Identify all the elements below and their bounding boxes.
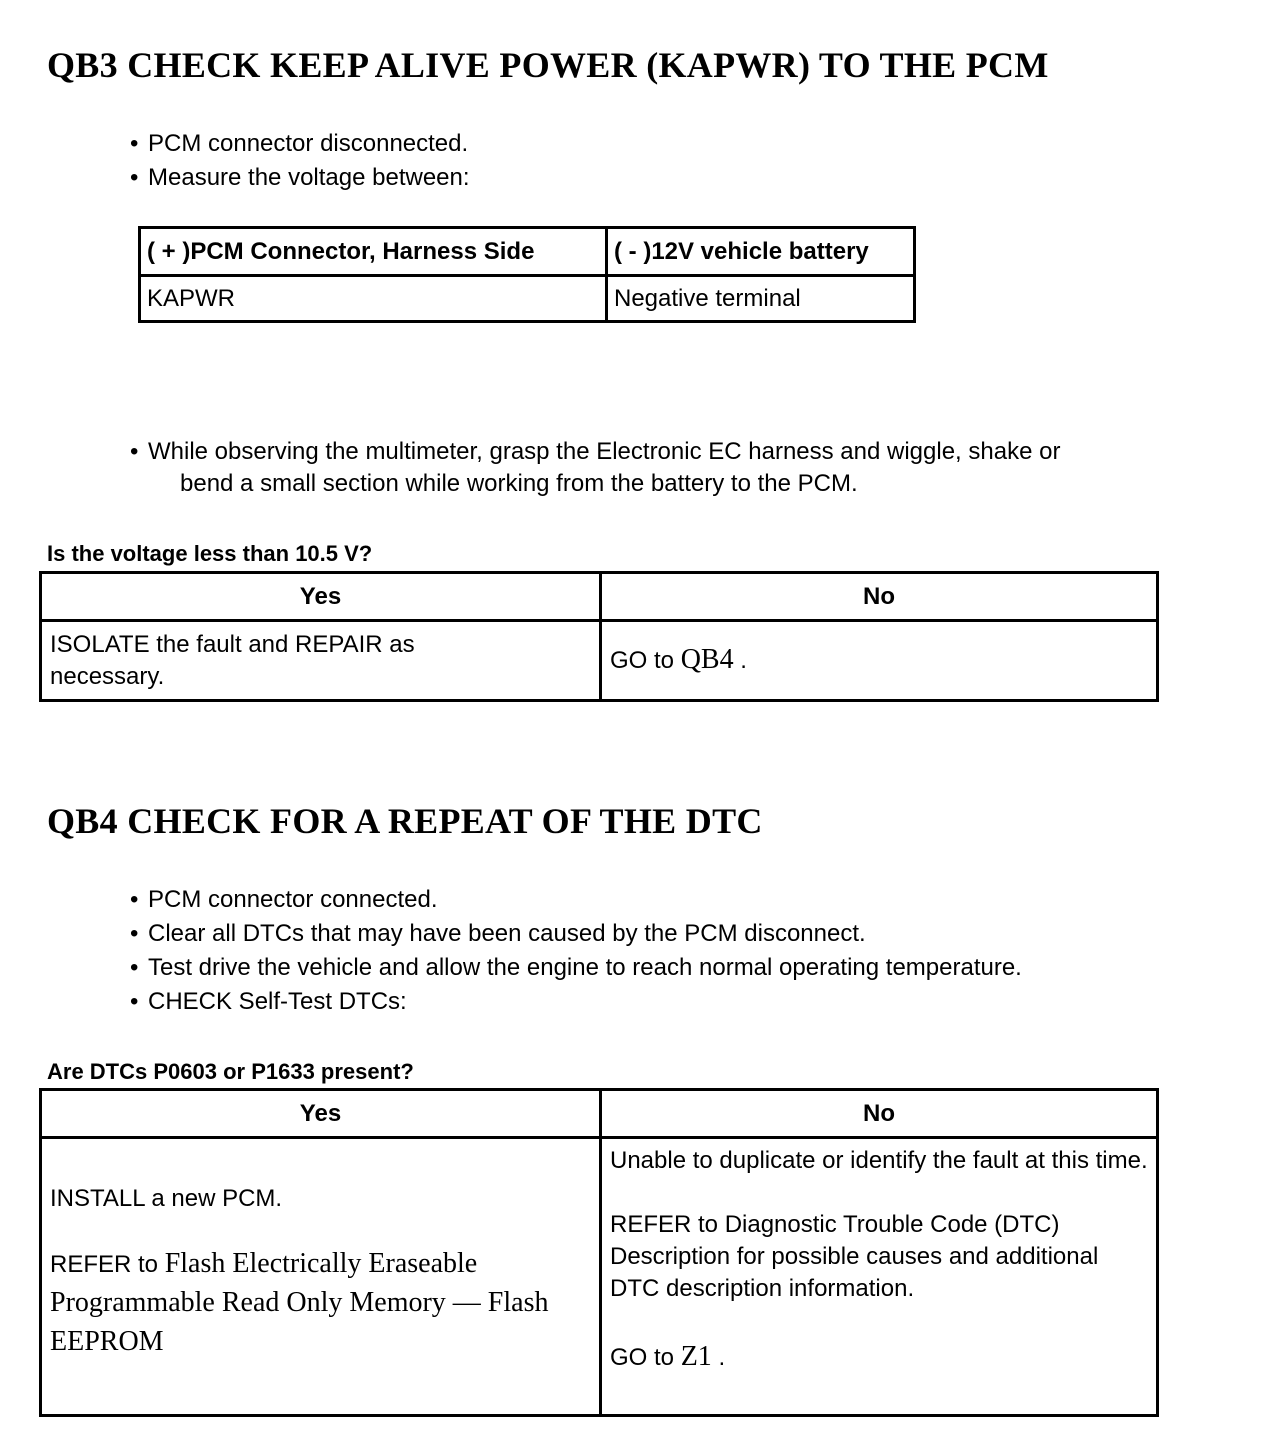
list-item	[130, 436, 1060, 500]
qb4-bullet-list	[130, 883, 1022, 1019]
qb3-bullet-list	[130, 127, 470, 195]
goto-qb4-link[interactable]: QB4	[680, 644, 734, 675]
cell-negative-terminal: Negative terminal	[607, 276, 915, 322]
table-row	[41, 1138, 1158, 1416]
table-row	[41, 621, 1158, 701]
qb3-yes-cell: ISOLATE the fault and REPAIR as necessary.	[41, 621, 601, 701]
list-item: • PCM connector disconnected.	[130, 127, 470, 161]
goto-z1-text: GO to Z1 .	[610, 1341, 726, 1372]
list-item: • Test drive the vehicle and allow the engine to reach normal operating temperature.	[130, 951, 1022, 985]
install-pcm-text: INSTALL a new PCM.	[50, 1185, 283, 1212]
yes-header: Yes	[41, 1090, 601, 1138]
refer-flash-text: REFER to Flash Electrically Eraseable Programmable Read Only Memory — Flash EEPROM	[50, 1248, 549, 1357]
wiggle-line-2: bend a small section while working from the battery to the PCM.	[180, 470, 858, 497]
table-header-row	[140, 228, 915, 276]
qb4-answer-table	[39, 1088, 1159, 1417]
no-header: No	[601, 1090, 1158, 1138]
refer-dtc-text: REFER to Diagnostic Trouble Code (DTC) Description for possible causes and additional DTC description information.	[610, 1211, 1099, 1302]
list-item: • CHECK Self-Test DTCs:	[130, 985, 1022, 1019]
goto-z1-link[interactable]: Z1	[680, 1341, 712, 1372]
qb3-no-cell: GO to QB4 .	[601, 621, 1158, 701]
header-positive: ( + )PCM Connector, Harness Side	[140, 228, 607, 276]
qb3-wiggle-bullet	[130, 436, 1060, 500]
qb4-question: Are DTCs P0603 or P1633 present?	[47, 1059, 414, 1084]
wiggle-line-1: While observing the multimeter, grasp the Electronic EC harness and wiggle, shake or	[148, 438, 1061, 465]
list-item: • Measure the voltage between:	[130, 161, 470, 195]
qb3-answer-table	[39, 571, 1159, 702]
qb4-heading: QB4 CHECK FOR A REPEAT OF THE DTC	[47, 801, 763, 841]
table-header-row	[41, 1090, 1158, 1138]
unable-duplicate-text: Unable to duplicate or identify the fault at this time.	[610, 1147, 1148, 1174]
yes-header: Yes	[41, 573, 601, 621]
list-item: • PCM connector connected.	[130, 883, 1022, 917]
list-item: • Clear all DTCs that may have been caused by the PCM disconnect.	[130, 917, 1022, 951]
qb4-no-cell	[601, 1138, 1158, 1416]
qb4-yes-cell	[41, 1138, 601, 1416]
flash-eeprom-link[interactable]: Flash Electrically Eraseable Programmable Read Only Memory — Flash EEPROM	[50, 1248, 549, 1357]
cell-kapwr: KAPWR	[140, 276, 607, 322]
header-negative: ( - )12V vehicle battery	[607, 228, 915, 276]
table-header-row	[41, 573, 1158, 621]
no-header: No	[601, 573, 1158, 621]
qb3-heading: QB3 CHECK KEEP ALIVE POWER (KAPWR) TO THE PCM	[47, 45, 1049, 85]
qb3-question: Is the voltage less than 10.5 V?	[47, 541, 373, 566]
measurement-table	[138, 226, 916, 323]
table-row	[140, 276, 915, 322]
